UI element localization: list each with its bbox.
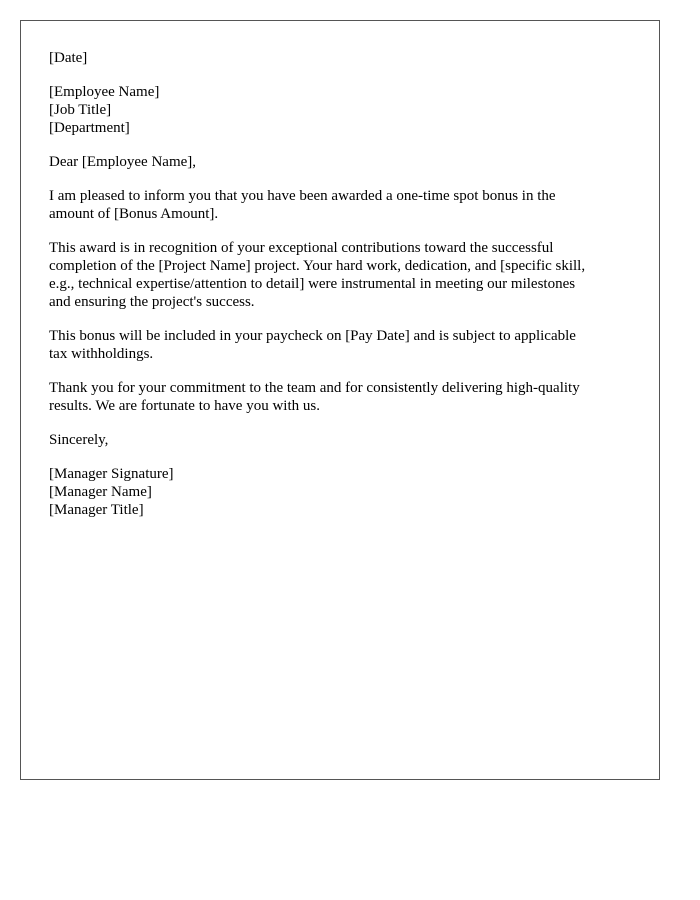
paragraph-bonus-award	[49, 187, 629, 223]
paragraph-line: I am pleased to inform you that you have been awarded a one-time spot bonus in the	[49, 188, 556, 204]
recipient-job-title: [Job Title]	[49, 102, 112, 118]
paragraph-line: tax withholdings.	[49, 346, 154, 362]
manager-signature: [Manager Signature]	[49, 466, 174, 482]
closing: Sincerely,	[49, 432, 109, 448]
recipient-name: [Employee Name]	[49, 84, 160, 100]
recipient-department: [Department]	[49, 120, 130, 136]
paragraph-line: amount of [Bonus Amount].	[49, 206, 219, 222]
paragraph-line: completion of the [Project Name] project. Your hard work, dedication, and [specific skill,	[49, 258, 586, 274]
salutation: Dear [Employee Name],	[49, 154, 197, 170]
paragraph-recognition	[49, 239, 629, 311]
paragraph-line: and ensuring the project's success.	[49, 294, 255, 310]
paragraph-thanks	[49, 379, 629, 415]
letter-date: [Date]	[49, 50, 88, 66]
recipient-block	[49, 83, 629, 137]
manager-name: [Manager Name]	[49, 484, 152, 500]
paragraph-line: Thank you for your commitment to the team and for consistently delivering high-quality	[49, 380, 580, 396]
paragraph-line: e.g., technical expertise/attention to detail] were instrumental in meeting our milestones	[49, 276, 576, 292]
manager-title: [Manager Title]	[49, 502, 144, 518]
letter-body	[49, 49, 629, 535]
closing-block	[49, 431, 629, 449]
date-block	[49, 49, 629, 67]
signature-block	[49, 465, 629, 519]
paragraph-line: results. We are fortunate to have you with us.	[49, 398, 320, 414]
paragraph-line: This award is in recognition of your exceptional contributions toward the successful	[49, 240, 554, 256]
paragraph-payment	[49, 327, 629, 363]
salutation-block	[49, 153, 629, 171]
paragraph-line: This bonus will be included in your paycheck on [Pay Date] and is subject to applicable	[49, 328, 576, 344]
letter-page	[20, 20, 660, 780]
